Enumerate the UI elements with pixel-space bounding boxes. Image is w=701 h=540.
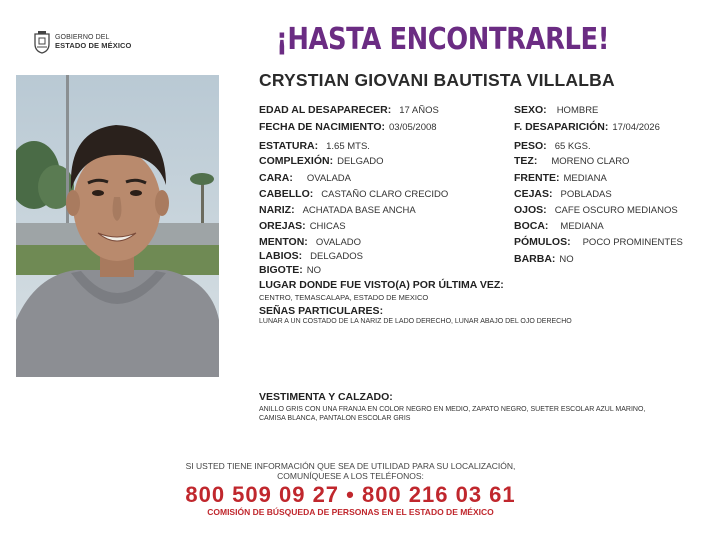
field-orejas <box>259 220 346 232</box>
cejas-value: POBLADAS <box>560 189 612 200</box>
cara-label: CARA: <box>259 172 293 184</box>
field-menton <box>259 236 361 248</box>
person-name: CRYSTIAN GIOVANI BAUTISTA VILLALBA <box>259 70 615 90</box>
edad-value: 17 AÑOS <box>399 105 439 116</box>
field-estatura <box>259 140 370 152</box>
clothing-label: VESTIMENTA Y CALZADO: <box>259 391 393 403</box>
nacimiento-value: 03/05/2008 <box>389 122 437 133</box>
field-ojos <box>514 204 678 216</box>
bigote-label: BIGOTE: <box>259 264 303 276</box>
menton-value: OVALADO <box>315 237 362 248</box>
field-bigote <box>259 264 321 276</box>
estatura-value: 1.65 MTS. <box>326 141 370 152</box>
f-desaparicion-value: 17/04/2026 <box>612 122 660 133</box>
state-crest-icon <box>33 30 51 54</box>
cejas-label: CEJAS: <box>514 188 553 200</box>
last-seen-label: LUGAR DONDE FUE VISTO(A) POR ÚLTIMA VEZ: <box>259 279 504 291</box>
ojos-label: OJOS: <box>514 204 547 216</box>
pomulos-value: POCO PROMINENTES <box>582 237 683 248</box>
last-seen-value: CENTRO, TEMASCALAPA, ESTADO DE MEXICO <box>259 293 429 302</box>
field-complexion <box>259 155 384 167</box>
orejas-value: CHICAS <box>309 221 346 232</box>
government-logo <box>33 29 143 55</box>
complexion-label: COMPLEXIÓN: <box>259 155 334 167</box>
missing-person-photo <box>16 75 219 377</box>
logo-line-2: ESTADO DE MÉXICO <box>55 41 132 50</box>
contact-phones: 800 509 09 27 • 800 216 03 61 <box>185 482 516 507</box>
commission-footer: COMISIÓN DE BÚSQUEDA DE PERSONAS EN EL ESTADO DE MÉXICO <box>207 507 494 517</box>
barba-label: BARBA: <box>514 253 556 265</box>
field-peso <box>514 140 591 152</box>
cabello-value: CASTAÑO CLARO CRECIDO <box>321 189 449 200</box>
boca-value: MEDIANA <box>560 221 604 232</box>
field-nariz <box>259 204 416 216</box>
marks-label: SEÑAS PARTICULARES: <box>259 305 384 317</box>
bigote-value: NO <box>306 265 321 276</box>
clothing-line-1: ANILLO GRIS CON UNA FRANJA EN COLOR NEGRO EN MEDIO, ZAPATO NEGRO, SUETER ESCOLAR AZUL MARINO, <box>259 406 646 413</box>
field-pomulos <box>514 236 683 248</box>
edad-label: EDAD AL DESAPARECER: <box>259 104 392 116</box>
clothing-line-2: CAMISA BLANCA, PANTALON ESCOLAR GRIS <box>259 415 411 422</box>
tez-label: TEZ: <box>514 155 538 167</box>
nacimiento-label: FECHA DE NACIMIENTO: <box>259 121 385 133</box>
boca-label: BOCA: <box>514 220 549 232</box>
nariz-label: NARIZ: <box>259 204 295 216</box>
ojos-value: CAFE OSCURO MEDIANOS <box>554 205 678 216</box>
peso-value: 65 KGS. <box>554 141 591 152</box>
sexo-value: HOMBRE <box>556 105 599 116</box>
field-sexo <box>514 104 598 116</box>
field-cejas <box>514 188 612 200</box>
labios-value: DELGADOS <box>310 251 363 262</box>
field-f-desaparicion <box>514 121 660 133</box>
peso-label: PESO: <box>514 140 547 152</box>
contact-info-line-1: SI USTED TIENE INFORMACIÓN QUE SEA DE UTILIDAD PARA SU LOCALIZACIÓN, <box>185 461 516 471</box>
cabello-label: CABELLO: <box>259 188 314 200</box>
marks-value: LUNAR A UN COSTADO DE LA NARIZ DE LADO DERECHO, LUNAR ABAJO DEL OJO DERECHO <box>259 318 572 325</box>
orejas-label: OREJAS: <box>259 220 306 232</box>
photo-illustration <box>16 75 219 377</box>
contact-info-line-2: COMUNÍQUESE A LOS TELÉFONOS: <box>277 471 424 481</box>
pomulos-label: PÓMULOS: <box>514 236 571 248</box>
field-barba <box>514 253 574 265</box>
headline: ¡HASTA ENCONTRARLE! <box>276 22 610 57</box>
barba-value: NO <box>559 254 574 265</box>
field-nacimiento <box>259 121 437 133</box>
complexion-value: DELGADO <box>337 156 384 167</box>
field-edad <box>259 104 439 116</box>
labios-label: LABIOS: <box>259 250 303 262</box>
nariz-value: ACHATADA BASE ANCHA <box>302 205 416 216</box>
frente-label: FRENTE: <box>514 172 560 184</box>
menton-label: MENTON: <box>259 236 308 248</box>
f-desaparicion-label: F. DESAPARICIÓN: <box>514 121 609 133</box>
field-frente <box>514 172 607 184</box>
field-cabello <box>259 188 448 200</box>
frente-value: MEDIANA <box>563 173 607 184</box>
tez-value: MORENO CLARO <box>551 156 630 167</box>
logo-line-1: GOBIERNO DEL <box>55 34 110 41</box>
field-cara <box>259 172 351 184</box>
field-boca <box>514 220 604 232</box>
estatura-label: ESTATURA: <box>259 140 319 152</box>
sexo-label: SEXO: <box>514 104 547 116</box>
field-labios <box>259 250 363 262</box>
field-tez <box>514 155 629 167</box>
cara-value: OVALADA <box>306 173 352 184</box>
